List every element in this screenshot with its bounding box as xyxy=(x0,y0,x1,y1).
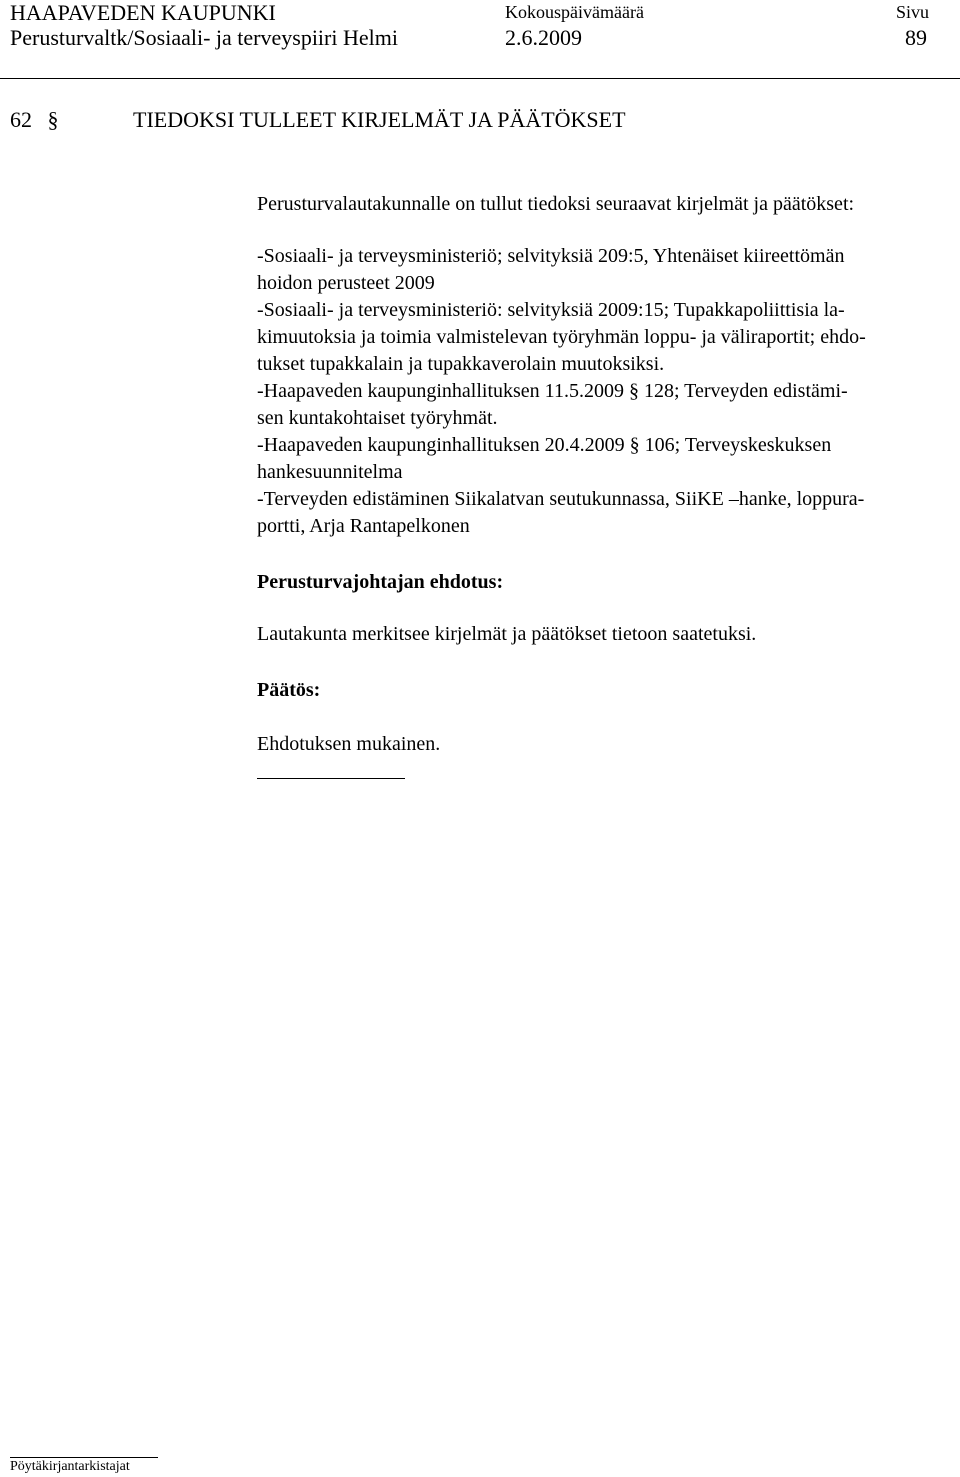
list-line: hankesuunnitelma xyxy=(257,461,403,483)
list-line: portti, Arja Rantapelkonen xyxy=(257,515,470,537)
proposal-text: Lautakunta merkitsee kirjelmät ja päätökset tietoon saatetuksi. xyxy=(257,623,757,645)
document-list xyxy=(257,243,947,540)
decision-heading: Päätös: xyxy=(257,679,321,701)
decision-text: Ehdotuksen mukainen. xyxy=(257,733,441,755)
list-line: -Sosiaali- ja terveysministeriö; selvityksiä 209:5, Yhtenäiset kiireettömän xyxy=(257,245,845,267)
list-line: hoidon perusteet 2009 xyxy=(257,272,435,294)
header-divider xyxy=(0,78,960,79)
footer-label: Pöytäkirjantarkistajat xyxy=(10,1459,130,1474)
organization-name: HAAPAVEDEN KAUPUNKI xyxy=(10,0,276,25)
list-line: sen kuntakohtaiset työryhmät. xyxy=(257,407,498,429)
footer-rule xyxy=(10,1457,158,1458)
page-number: 89 xyxy=(905,25,927,50)
list-line: -Sosiaali- ja terveysministeriö: selvityksiä 2009:15; Tupakkapoliittisia la- xyxy=(257,299,845,321)
section-sign: § xyxy=(47,107,59,132)
list-line: kimuutoksia ja toimia valmistelevan työryhmän loppu- ja väliraportit; ehdo- xyxy=(257,326,866,348)
list-line: -Haapaveden kaupunginhallituksen 20.4.2009 § 106; Terveyskeskuksen xyxy=(257,434,832,456)
intro-text: Perusturvalautakunnalle on tullut tiedoksi seuraavat kirjelmät ja päätökset: xyxy=(257,193,855,215)
page-label: Sivu xyxy=(896,2,930,22)
list-line: -Terveyden edistäminen Siikalatvan seutukunnassa, SiiKE –hanke, loppura- xyxy=(257,488,865,510)
proposal-heading: Perusturvajohtajan ehdotus: xyxy=(257,571,504,593)
meeting-date: 2.6.2009 xyxy=(505,25,582,50)
list-line: tukset tupakkalain ja tupakkaverolain muutoksiksi. xyxy=(257,353,665,375)
section-title: TIEDOKSI TULLEET KIRJELMÄT JA PÄÄTÖKSET xyxy=(133,107,626,132)
section-end-rule xyxy=(257,778,405,779)
section-heading xyxy=(10,107,626,133)
list-line: -Haapaveden kaupunginhallituksen 11.5.2009 § 128; Terveyden edistämi- xyxy=(257,380,848,402)
meeting-date-label: Kokouspäivämäärä xyxy=(505,2,644,22)
section-number: 62 xyxy=(10,107,32,132)
organization-unit: Perusturvaltk/Sosiaali- ja terveyspiiri Helmi xyxy=(10,25,398,50)
